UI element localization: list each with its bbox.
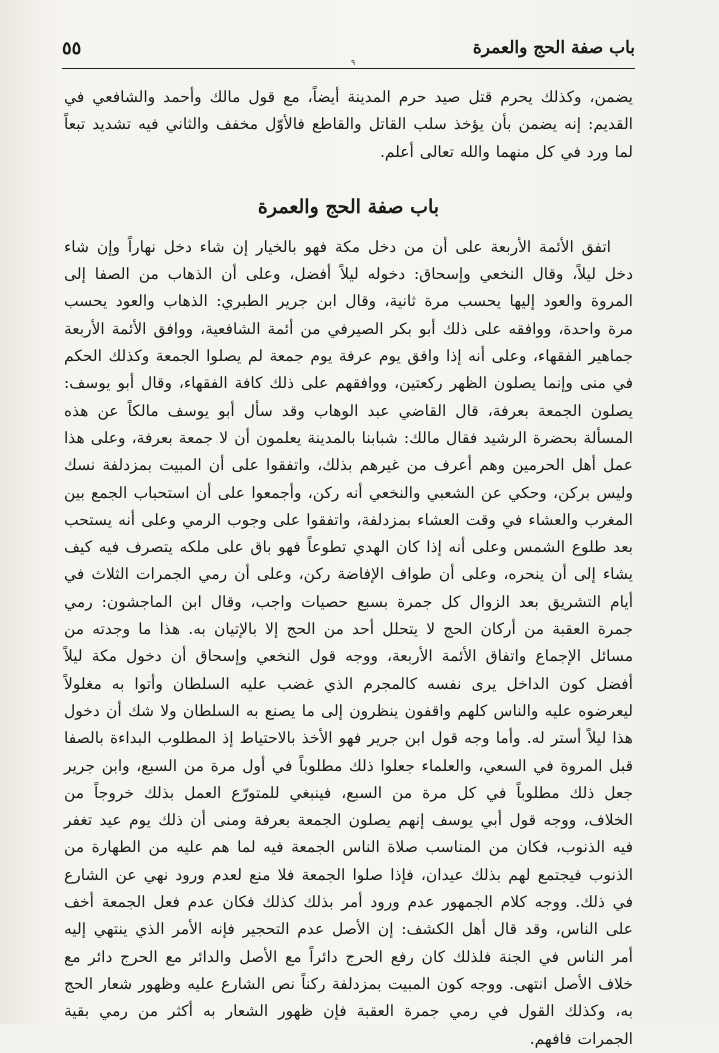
stray-mark: ٩ — [351, 58, 356, 67]
header-rule — [62, 68, 635, 69]
page-header — [62, 36, 635, 66]
intro-paragraph: يضمن، وكذلك يحرم قتل صيد حرم المدينة أيضاً، مع قول مالك وأحمد والشافعي في القديم: إنه يضمن بأن يؤخذ سلب القاتل والقاطع فالأوّل مخفف والثاني فيه تشديد تبعاً لما ورد في كل منهما والله تعالى أعلم. — [64, 88, 633, 161]
section-title: باب صفة الحج والعمرة — [257, 195, 440, 218]
main-paragraph: اتفق الأئمة الأربعة على أن من دخل مكة فهو بالخيار إن شاء دخل نهاراً وإن شاء دخل ليلاً، وقال النخعي وإسحاق: دخوله ليلاً أفضل، وعلى أن الذهاب من الصفا إلى المروة والعود إليها يحسب مرة ثانية، وقال ابن جرير الطبري: الذهاب والعود يحسب مرة واحدة، ووافقه على ذلك أبو بكر الصيرفي من أئمة الشافعية، ووافق الأئمة الأربعة جماهير الفقهاء، وعلى أنه إذا وافق يوم عرفة يوم جمعة لم يصلوا الجمعة وكذلك الحكم في منى وإنما يصلون الظهر ركعتين، ووافقهم على ذلك كافة الفقهاء، وقال أبو يوسف: يصلون الجمعة بعرفة، قال القاضي عبد الوهاب وقد سأل أبو يوسف مالكاً عن هذه المسألة بحضرة الرشيد فقال مالك: شبابنا بالمدينة يعلمون أن لا جمعة بعرفة، وعلى هذا عمل أهل الحرمين وهم أعرف من غيرهم بذلك، واتفقوا على أن المبيت بمزدلفة نسك وليس بركن، وحكي عن الشعبي والنخعي أنه ركن، وأجمعوا على أن استحباب الجمع بين المغرب والعشاء في وقت العشاء بمزدلفة، واتفقوا على وجوب الرمي وعلى أنه يستحب بعد طلوع الشمس وعلى أنه إذا كان الهدي تطوعاً فهو باق على ملكه يتصرف فيه كيف يشاء إلى أن ينحره، وعلى أن طواف الإفاضة ركن، وعلى أن رمي الجمرات الثلاث في أيام التشريق بعد الزوال كل جمرة بسبع حصيات واجب، وقال ابن الماجشون: رمي جمرة العقبة من أركان الحج لا يتحلل أحد من الحج إلا بالإتيان به. هذا ما وجدته من مسائل الإجماع واتفاق الأئمة الأربعة، ووجه قول النخعي وإسحاق أن دخول مكة ليلاً أفضل كون الداخل يرى نفسه كالمجرم الذي غضب عليه السلطان وأتوا به مغلولاً ليعرضوه عليه والناس كلهم واقفون ينظرون إلى ما يصنع به السلطان ولا شك أن دخول هذا ليلاً أستر له. وأما وجه قول ابن جرير فهو الأخذ بالاحتياط إذ المطلوب البداءة بالصفا قبل المروة في السعي، والعلماء جعلوا ذلك مطلوباً في أول مرة من السبع، وابن جرير جعل ذلك مطلوباً في كل مرة من السبع، فينبغي للمتورّع العمل بذلك خروجاً من الخلاف، ووجه قول أبي يوسف إنهم يصلون الجمعة بعرفة ومنى أن ذلك يوم عيد تغفر فيه الذنوب، فكان من المناسب صلاة الناس الجمعة فيه لما هم عليه من الطهارة من الذنوب فيجتمع لهم بذلك عيدان، فإذا صلوا الجمعة فلا منع لعدم ورود نهي عن الشارع في ذلك. ووجه كلام الجمهور عدم ورود أمر بذلك كذلك فكان عدم فعل الجمعة أخف على الناس، وقد قال أهل الكشف: إن الأصل عدم التحجير فإنه الأمر الذي ينتهي إليه أمر الناس في الجنة فلذلك كان رفع الحرج دائراً مع الأصل والدائر مع الحرج دائر مع خلاف الأصل انتهى. ووجه كون المبيت بمزدلفة ركناً نص الشارع عليه وظهور شعار الحج به، وكذلك القول في رمي جمرة العقبة فإن ظهور الشعار به أكثر من رمي بقية الجمرات فافهم. — [64, 237, 633, 1048]
running-title: باب صفة الحج والعمرة — [472, 38, 635, 58]
page-number: ٥٥ — [62, 38, 82, 59]
page-body — [64, 84, 633, 1053]
